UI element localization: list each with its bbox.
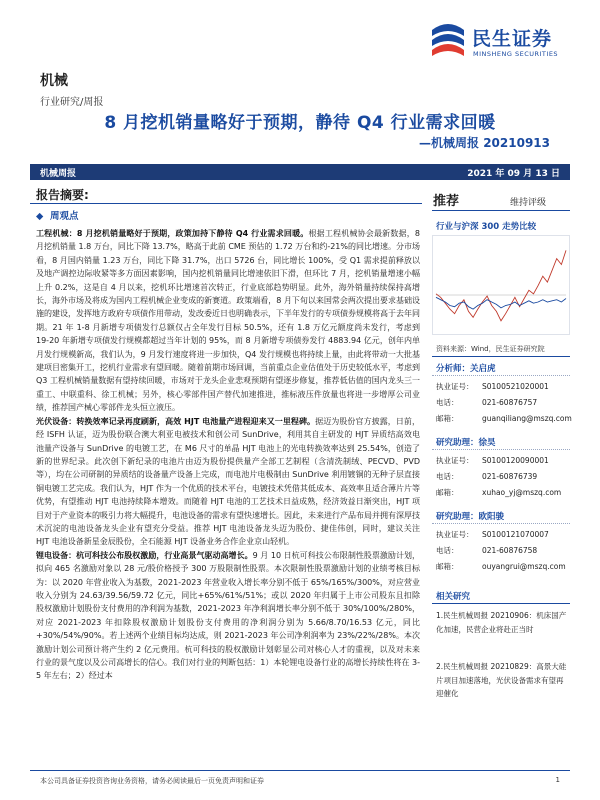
footer-divider (30, 770, 570, 771)
assistant-heading: 研究助理：徐昊 (436, 438, 496, 448)
chart-divider (432, 356, 570, 357)
bar-date: 2021 年 09 月 13 日 (467, 169, 560, 179)
weekly-view-heading (36, 208, 420, 222)
footer-disclaimer: 本公司具备证券投资咨询业务资格，请务必阅读最后一页免责声明和证券 (40, 777, 264, 785)
paragraph-text: 据迈为股份官方披露，日前，经 ISFH 认证，迈为股份联合澳大利亚电被技术和创公司 SunDrive，利用其自主研发的 HJT 异质结高效电池量产设备与 SunDrive 的电镀工艺，在 M6 尺寸的单晶 HJT 电池上的光电转换效率达到 25.54%，创造了新的世界纪录。此次创下新纪录的电池片由迈为股份提供量产全部工艺制程（含清洗制绒、PECVD、PVD 等），均在公司研制的异质结的设备量产设备上完成，而电池片电极制由 SunDrive 利用镀铜的无种子层直接铜电镀工艺完成。我们认为，HJT 作为一个优质的技术平台，电镀技术凭借其低成本、高效率且适合薄片片等优势，有望推动 HJT 电池持续降本增效。而随着 HJT 电池的工艺技术日益成熟，经济效益日渐突出，HJT 项目对于产业资本的吸引力将大幅提升，电池设备的需求有望快速增长。因此，未来进行产品布局并拥有深厚技术沉淀的电池设备龙头企业有望充分受益。推荐 HJT 电池设备龙头迈为股份、捷佳伟创，同时，建议关注 HJT 电池设备新星金辰股份，全石能源 HJT 设备业务合作企业京山轻机。 (36, 416, 420, 547)
paragraph-lithium (36, 549, 420, 683)
recommendation: 推荐 (433, 194, 460, 209)
paragraph-pv (36, 415, 420, 549)
analyst-license: 执业证号： S0100521020001 (436, 382, 549, 391)
related-item[interactable]: 2.民生机械周报 20210829：高景大硅片项目加速落地，光伏设备需求有望再迎催化 (436, 662, 567, 698)
related-item[interactable]: 1.民生机械周报 20210906：机床国产化加速，民营企业将赴正当时 (436, 611, 567, 634)
trend-chart (432, 235, 570, 335)
logo-mark-icon (428, 20, 468, 62)
assistant-email: 邮箱： ouyangrui@mszq.com (436, 562, 566, 571)
analyst-divider (432, 375, 570, 376)
assistant-heading: 研究助理：欧阳骏 (436, 512, 505, 522)
paragraph-text: 根据工程机械协会最新数据，8 月挖机销量 1.8 万台，同比下降 13.7%，略高于此前 CME 预估的 1.72 万台和约-21%的同比增速。分市场看，8 月国内销量 1.23 万台，同比下降 31.7%，出口 5726 台，同比增长 100%，受 Q1 需求提前释放以及地产调控边际收紧等多方面因素影响，国内挖机销量同比增速依旧下滑，但环比 7 月，挖机销量增速小幅上升 0.2%，这是自 4 月以来，挖机环比增速首次转正，行业底部趋势明显。此外，海外销量持续保持高增长，海外市场及将成为国内工程机械企业变成的新赛道。政策端看，8 月下旬以来国常会两次提出要求基础设施的建设，发挥地方政府专项债作用带动，发改委近日也明确表示，下半年发行的专项债券规模将高于去年同期。21 年 1-8 月新增专项债发行总额仅占全年发行目标 50.5%，还有 1.8 万亿元额度尚未发行，考虑到 19-20 年新增专项债发行规模都超过当年计划的 95%，而 8 月新增专项债券发行 4883.94 亿元，创年内单月发行规模新高，我们认为，9 月发行速度将进一步加快，Q4 发行规模也将持续上量，由此将带动一大批基建项目密集开工，挖机行业需求有望回暖。随着前期市场回调，当前重点企业估值处于历史较低水平，考虑到 Q3 工程机械销量数据有望持续回暖，市场对于龙头企业悲观预期有望逐步修复，推荐低估值的国内龙头三一重工、中联重科、徐工机械；另外，核心零部件国产替代加速推进，推标液压件放量也将进一步增厚公司业绩，推荐国产械心零部件龙头恒立液压。 (36, 229, 420, 413)
company-logo (428, 20, 568, 66)
assistant-email: 邮箱： xuhao_yj@mszq.com (436, 488, 562, 497)
related-divider (432, 603, 570, 604)
analyst-email: 邮箱： guanqiliang@mszq.com (436, 414, 572, 423)
chart-title: 行业与沪深 300 走势比较 (436, 222, 537, 232)
paragraph-construction (36, 227, 420, 415)
assistant-license: 执业证号： S0100120090001 (436, 456, 549, 465)
paragraph-text: 9 月 10 日杭可科技公布限制性股票激励计划，拟向 465 名激励对象以 28 元/股价格授予 300 万股限制性股票。本次限制性股票激励计划的业绩考核目标为：以 2020 年营业收入为基数，2021-2023 年营业收入增长率分别不低于 65%/165%/300%，对应营业收入分别为 24.63/39.56/59.72 亿元，同比+65%/61%/51%；或以 2020 年归属于上市公司股东且扣除股权激励计划股份支付费用的净利润为基数，2021-2023 年净利润增长率分别不低于 30%/100%/280%，对应 2021-2023 年扣除股权激励计划股份支付费用的净利润分别为 5.66/8.70/16.53 亿元，同比+30%/54%/90%。若上述两个业绩目标均达成，则 2021-2023 年公司净利润率为 23%/22%/28%。本次激励计划公司预计将产生约 2 亿元费用。杭可科技的股权激励计划彰显公司对核心人才的重视，以及对未来行业的景气度以及公司高增长的信心。我们对行业的判断包括：1）本轮锂电设备行业的高增长持续性将在 3-5 年左右；2）经过本 (36, 550, 421, 681)
logo-text: 民生证券 (472, 28, 553, 50)
related-heading: 相关研究 (436, 592, 471, 602)
paragraph-lead: 光伏设备：转换效率记录再度刷新，高效 HJT 电池量产进程迎来又一里程碑。 (36, 416, 316, 426)
paragraph-lead: 锂电设备：杭可科技公布股权激励，行业高景气驱动高增长。 (36, 550, 253, 560)
assistant-phone: 电话： 021-60876758 (436, 546, 538, 555)
diamond-bullet-icon: ◆ (36, 211, 44, 222)
sector-label: 机械 (40, 73, 68, 89)
summary-heading: 报告摘要: (36, 188, 89, 202)
paragraph-lead: 工程机械：8 月挖机销量略好于预期，政策加持下静待 Q4 行业需求回暖。 (36, 229, 309, 238)
assistant-phone: 电话： 021-60876739 (436, 472, 538, 481)
summary-body (36, 208, 420, 683)
report-subtitle: —机械周报 20210913 (419, 136, 550, 150)
assistant-divider (432, 523, 570, 524)
header-bar (30, 164, 570, 180)
assistant-divider (432, 449, 570, 450)
analyst-phone: 电话： 021-60876757 (436, 398, 538, 407)
report-type: 行业研究/周报 (40, 97, 104, 108)
rec-divider (432, 210, 570, 211)
rating: 维持评级 (510, 198, 547, 208)
assistant-license: 执业证号： S0100121070007 (436, 530, 549, 539)
logo-text-en: MINSHENG SECURITIES (473, 50, 559, 58)
weekly-view-label: 周观点 (49, 211, 79, 222)
chart-source: 资料来源：Wind，民生证券研究院 (436, 345, 545, 353)
analyst-heading: 分析师：关启虎 (436, 364, 496, 374)
bar-report-name: 机械周报 (40, 169, 77, 179)
page-number: 1 (555, 776, 560, 784)
report-title: 8 月挖机销量略好于预期，静待 Q4 行业需求回暖 (104, 113, 496, 133)
chart-frame (433, 236, 570, 335)
summary-divider (30, 203, 422, 204)
